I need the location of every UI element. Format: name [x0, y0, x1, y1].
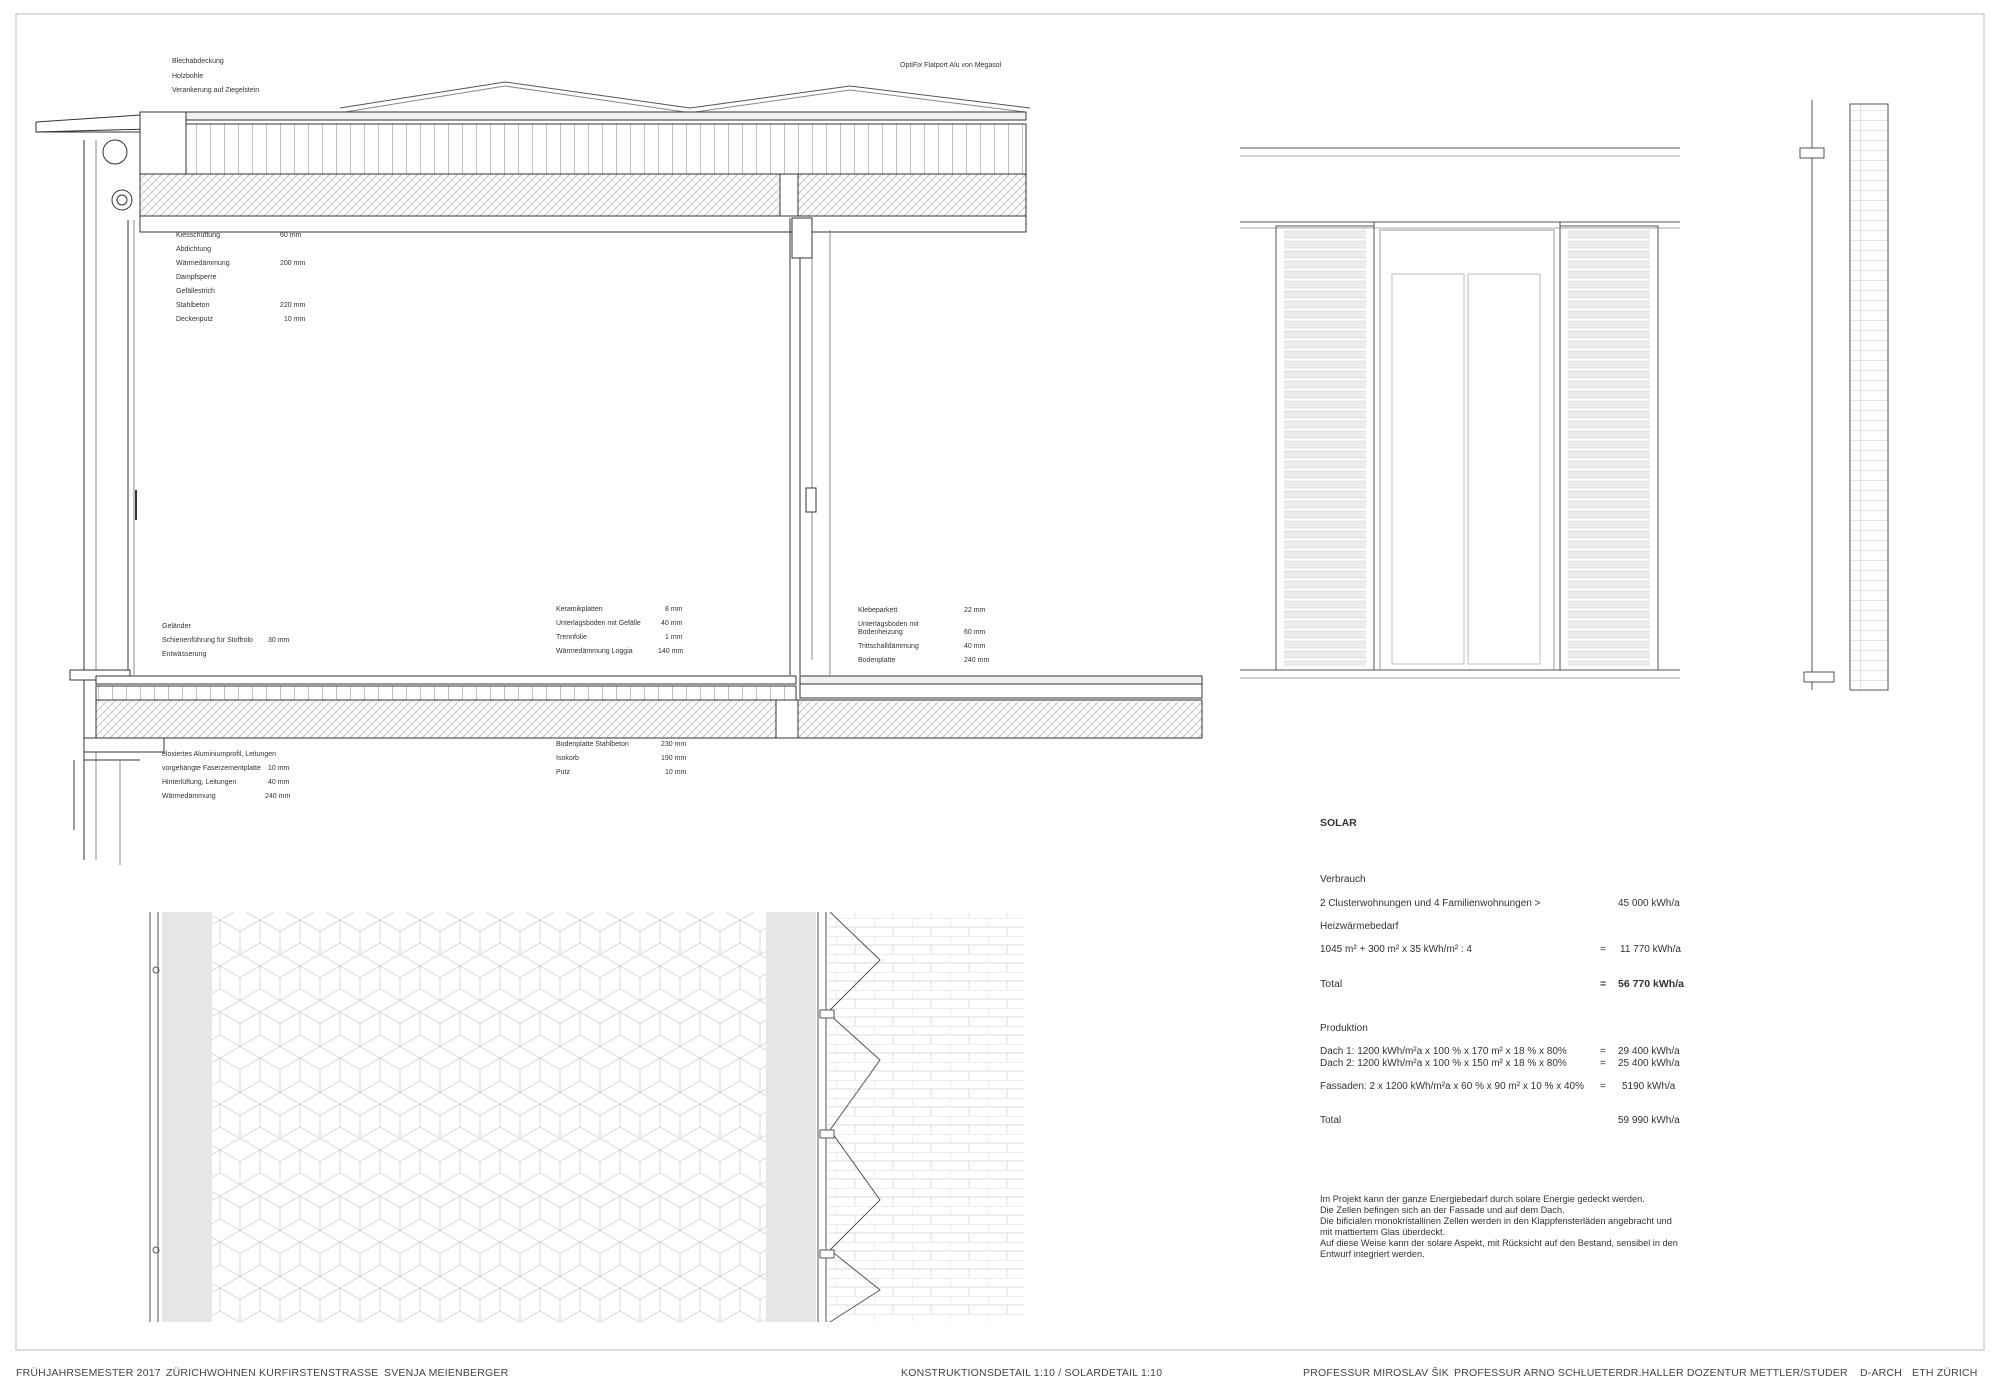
footer-project: ZÜRICHWOHNEN KURFIRSTENSTRASSE	[166, 1367, 379, 1379]
footer-school: ETH ZÜRICH	[1912, 1367, 1978, 1379]
footer-professor-1: PROFESSUR MIROSLAV ŠIK	[1303, 1367, 1449, 1379]
total1-label: Total	[1320, 978, 1343, 990]
footer-department: D-ARCH	[1860, 1367, 1903, 1379]
total1-value: 56 770 kWh/a	[1618, 978, 1684, 990]
roof2-value: 25 400 kWh/a	[1618, 1058, 1680, 1069]
layer-name: Wärmedämmung	[176, 260, 230, 267]
layer-name: Putz	[556, 769, 571, 776]
layer-name: Schienenführung für Stoffrolo	[162, 637, 253, 644]
layer-name: Entwässerung	[162, 651, 207, 658]
roof1-value: 29 400 kWh/a	[1618, 1046, 1680, 1057]
note-line: Im Projekt kann der ganze Energiebedarf durch solare Energie gedeckt werden.	[1320, 1194, 1645, 1204]
footer-professor-3: DR.HALLER DOZENTUR METTLER/STUDER	[1623, 1367, 1848, 1379]
layer-value: 10 mm	[284, 316, 306, 323]
facade-line: Fassaden: 2 x 1200 kWh/m²a x 60 % x 90 m² x 10 % x 40%	[1320, 1081, 1585, 1092]
footer-semester: FRÜHJAHRSEMESTER 2017	[16, 1367, 161, 1379]
layer-name: vorgehängte Faserzementplatte	[162, 765, 261, 772]
layer-name: Unterlagsboden mit Gefälle	[556, 620, 641, 627]
footer-author: SVENJA MEIENBERGER	[384, 1367, 509, 1379]
layer-name: Wärmedämmung	[162, 793, 216, 800]
layer-name: Unterlagsboden mit Bodenheizung	[858, 621, 919, 636]
solar-note	[1320, 1194, 1678, 1260]
facade-equals: =	[1600, 1081, 1606, 1092]
facade-value: 5190 kWh/a	[1622, 1081, 1676, 1092]
consumption-line: 2 Clusterwohnungen und 4 Familienwohnungen >	[1320, 898, 1541, 909]
layer-value: 240 mm	[964, 657, 990, 664]
layer-name: Trennfolie	[556, 634, 587, 641]
solar-module-label: OptiFix Flatport Alu von Megasol	[900, 62, 1002, 69]
layer-value: 10 mm	[268, 765, 290, 772]
layer-value: 240 mm	[265, 793, 291, 800]
side-section	[1800, 100, 1888, 690]
note-line: Entwurf integriert werden.	[1320, 1249, 1425, 1259]
note-line: mit mattiertem Glas überdeckt.	[1320, 1227, 1446, 1237]
layer-value: 40 mm	[964, 643, 986, 650]
heating-heading: Heizwärmebedarf	[1320, 921, 1399, 932]
layer-name: Stahlbeton	[176, 302, 210, 309]
layer-name: Abdichtung	[176, 246, 212, 253]
roof2-equals: =	[1600, 1058, 1606, 1069]
layer-value: 40 mm	[661, 620, 683, 627]
consumption-heading: Verbrauch	[1320, 874, 1366, 885]
layer-name: Deckenputz	[176, 316, 213, 323]
layer-name: Keramikplatten	[556, 606, 603, 613]
solar-title: SOLAR	[1320, 817, 1357, 829]
total2-label: Total	[1320, 1115, 1342, 1126]
layer-name: Klebeparkett	[858, 607, 898, 614]
layer-value: 30 mm	[268, 637, 290, 644]
layer-value: 40 mm	[268, 779, 290, 786]
layer-value: 1 mm	[665, 634, 683, 641]
roof2-line: Dach 2: 1200 kWh/m²a x 100 % x 150 m² x 18 % x 80%	[1320, 1058, 1567, 1069]
footer-sheet: KONSTRUKTIONSDETAIL 1:10 / SOLARDETAIL 1:10	[901, 1367, 1163, 1379]
layer-value: 60 mm	[964, 629, 986, 636]
layer-value: 22 mm	[964, 607, 986, 614]
production-heading: Produktion	[1320, 1023, 1368, 1034]
layer-value: 200 mm	[280, 260, 306, 267]
layer-name: Gefällestrich	[176, 288, 215, 295]
layer-value: 8 mm	[665, 606, 683, 613]
heating-value: 11 770 kWh/a	[1620, 944, 1681, 955]
layer-name: Isokorb	[556, 755, 579, 762]
total1-equals: =	[1600, 978, 1607, 990]
layer-name: Bodenplatte	[858, 657, 896, 664]
consumption-value: 45 000 kWh/a	[1618, 898, 1680, 909]
facade-elevation	[1240, 148, 1680, 678]
note-line: Die Zellen befingen sich an der Fassade und auf dem Dach.	[1320, 1205, 1565, 1215]
roof-label-1: Blechabdeckung	[172, 58, 224, 65]
layer-name: Geländer	[162, 623, 191, 630]
heating-equals: =	[1600, 944, 1606, 955]
note-line: Auf diese Weise kann der solare Aspekt, mit Rücksicht auf den Bestand, sensibel in den	[1320, 1238, 1678, 1248]
layer-value: 190 mm	[661, 755, 687, 762]
heating-line: 1045 m² + 300 m² x 35 kWh/m² : 4	[1320, 944, 1472, 955]
layer-value: 140 mm	[658, 648, 684, 655]
roof1-equals: =	[1600, 1046, 1606, 1057]
layer-name: Trittschalldämmung	[858, 643, 919, 650]
roof1-line: Dach 1: 1200 kWh/m²a x 100 % x 170 m² x 18 % x 80%	[1320, 1046, 1567, 1057]
note-line: Die bificialen monokristallinen Zellen werden in den Klappfensterläden angebracht und	[1320, 1216, 1672, 1226]
layer-value: 220 mm	[280, 302, 306, 309]
layer-value: 60 mm	[280, 232, 302, 239]
total2-value: 59 990 kWh/a	[1618, 1115, 1680, 1126]
layer-name: Wärmedämmung Loggia	[556, 648, 633, 655]
layer-name: Hinterlüftung, Leitungen	[162, 779, 237, 786]
layer-name: Kiesschüttung	[176, 232, 220, 239]
roof-label-3: Verankerung auf Ziegelstein	[172, 87, 260, 94]
roof-label-2: Holzbohle	[172, 73, 204, 80]
footer-professor-2: PROFESSUR ARNO SCHLUETER	[1454, 1367, 1624, 1379]
layer-name: Dampfsperre	[176, 274, 217, 281]
layer-value: 10 mm	[665, 769, 687, 776]
layer-value: 230 mm	[661, 741, 687, 748]
layer-name: eloxiertes Aluminiumprofil, Leitungen	[162, 751, 277, 758]
solar-detail	[150, 912, 1024, 1322]
layer-name: Bodenplatte Stahlbeton	[556, 741, 629, 748]
